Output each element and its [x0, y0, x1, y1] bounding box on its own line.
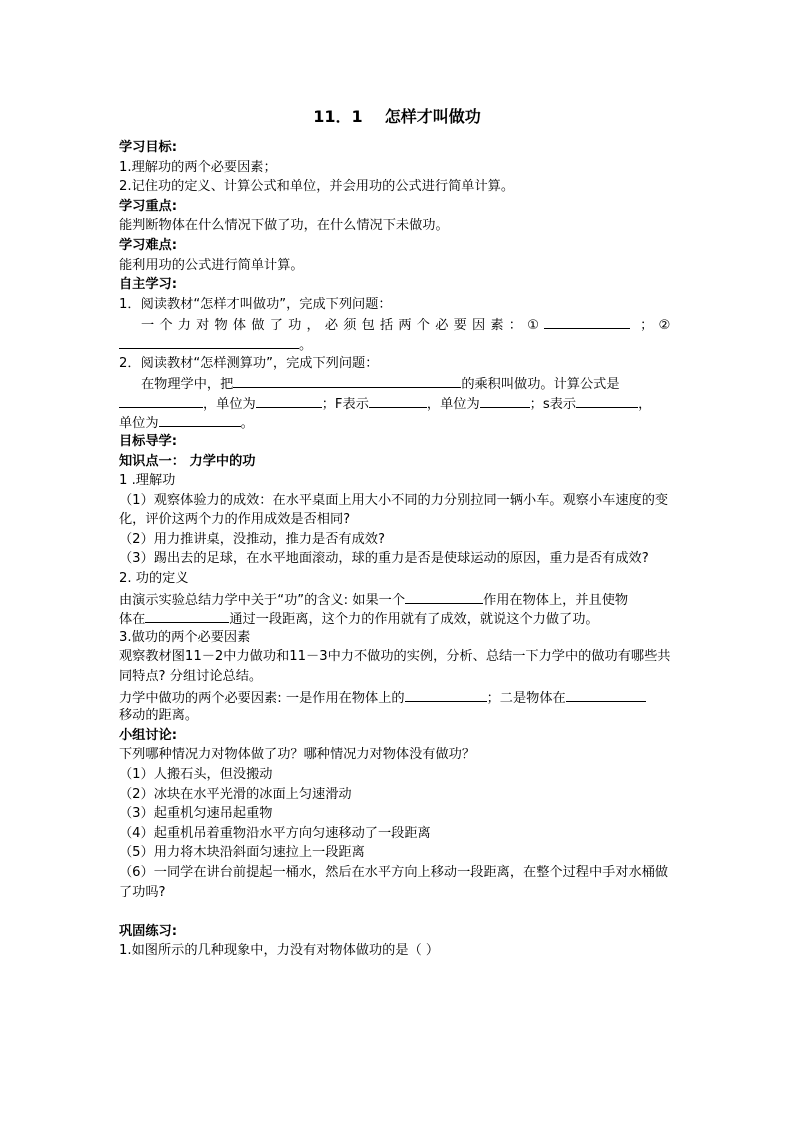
key-points-heading: 学习重点:	[119, 198, 178, 214]
blank-force[interactable]	[405, 589, 483, 604]
blank-factor-1[interactable]	[544, 314, 630, 329]
objective-item: 2.记住功的定义、计算公式和单位，并会用功的公式进行简单计算。	[119, 179, 515, 195]
blank-unit[interactable]	[256, 393, 322, 408]
subsection-3-line1	[119, 687, 675, 707]
subsection-3: 3.做功的两个必要因素	[119, 629, 251, 645]
discussion-question: 下列哪种情况力对物体做了功？哪种情况力对物体没有做功？	[119, 747, 476, 763]
discussion-item: （4）起重机吊着重物沿水平方向匀速移动了一段距离	[119, 825, 431, 841]
key-points-text: 能判断物体在什么情况下做了功，在什么情况下未做功。	[119, 218, 449, 234]
knowledge-point-1: 知识点一： 力学中的功	[119, 453, 256, 469]
blank-formula[interactable]	[119, 393, 203, 408]
self-study-q2-intro: 2．阅读教材“怎样测算功”，完成下列问题：	[119, 355, 379, 371]
q1-end: 。	[299, 337, 313, 353]
q2-unit-is: ，单位为	[203, 396, 256, 412]
subsection-1-item: （2）用力推讲桌，没推动，推力是否有成效?	[119, 531, 385, 547]
objective-item: 1.理解功的两个必要因素；	[119, 159, 277, 175]
self-study-q1-line	[119, 314, 675, 334]
discussion-heading: 小组讨论:	[119, 727, 178, 743]
blank-f-meaning[interactable]	[369, 393, 427, 408]
s2-text-d: 通过一段距离，这个力的作用就有了成效，就说这个力做了功。	[229, 612, 599, 628]
self-study-q2-line1	[119, 373, 675, 393]
discussion-item: （6）一同学在讲台前提起一桶水，然后在水平方向上移动一段距离，在整个过程中手对水桶做了功吗?	[119, 864, 669, 900]
discussion-item: （5）用力将木块沿斜面匀速拉上一段距离	[119, 845, 365, 861]
blank-work-product[interactable]	[233, 373, 461, 388]
section-number: 11．1	[313, 107, 363, 126]
q1-prompt: 一个力对物体做了功，必须包括两个必要因素：①	[141, 318, 545, 334]
difficulties-heading: 学习难点:	[119, 237, 178, 253]
objectives-heading: 学习目标:	[119, 140, 178, 155]
section-title: 怎样才叫做功	[384, 107, 481, 126]
subsection-1-item: （1）观察体验力的成效：在水平桌面上用大小不同的力分别拉同一辆小车。观察小车速度的变化，评价这两个力的作用成效是否相同?	[119, 492, 669, 528]
difficulties-text: 能利用功的公式进行简单计算。	[119, 257, 304, 273]
self-study-q1-line2	[119, 334, 675, 354]
q2-unit-label: 单位为	[119, 416, 159, 432]
blank-s-unit[interactable]	[159, 412, 241, 427]
q2-text-b: 的乘积叫做功。计算公式是	[461, 377, 620, 393]
self-study-heading: 自主学习:	[119, 277, 178, 293]
subsection-3-line2: 移动的距离。	[119, 708, 199, 724]
discussion-item: （1）人搬石头，但没搬动	[119, 767, 273, 782]
blank-f-unit[interactable]	[480, 393, 530, 408]
blank-s-meaning[interactable]	[576, 393, 638, 408]
discussion-item: （3）起重机匀速吊起重物	[119, 806, 273, 822]
q2-unit-is-2: ，单位为	[426, 396, 480, 412]
s2-text-c: 体在	[119, 612, 146, 628]
blank-factor-b[interactable]	[566, 687, 646, 702]
q2-f-means: ；F表示	[321, 396, 369, 412]
s3-text-a: 力学中做功的两个必要因素: 一是作用在物体上的	[119, 690, 405, 706]
self-study-q2-line3	[119, 412, 675, 432]
q1-mark-2: ；②	[640, 318, 676, 334]
worksheet	[119, 104, 675, 961]
s2-text-b: 作用在物体上，并且使物	[483, 592, 629, 608]
subsection-2-line2	[119, 608, 675, 628]
discussion-item: （2）冰块在水平光滑的冰面上匀速滑动	[119, 786, 352, 802]
q2-s-means: ；s表示	[529, 396, 577, 412]
subsection-2-line1	[119, 589, 675, 609]
subsection-1: 1 .理解功	[119, 473, 176, 489]
self-study-q2-line2: ，单位为 ；F表示 ，单位为 ；s表示 ，	[119, 393, 675, 413]
self-study-q1-intro: 1．阅读教材“怎样才叫做功”，完成下列问题：	[119, 296, 392, 312]
practice-heading: 巩固练习:	[119, 923, 178, 939]
blank-factor-a[interactable]	[405, 687, 487, 702]
blank-direction[interactable]	[145, 608, 229, 623]
guided-heading: 目标导学:	[119, 433, 178, 449]
practice-question-1: 1.如图所示的几种现象中，力没有对物体做功的是（ ）	[119, 943, 440, 959]
blank-factor-2[interactable]	[119, 334, 299, 349]
page-title	[119, 104, 675, 130]
subsection-3-text: 观察教材图11－2中力做功和11－3中力不做功的实例，分析、总结一下力学中的做功有哪些共同特点? 分组讨论总结。	[119, 649, 671, 685]
subsection-1-item: （3）踢出去的足球，在水平地面滚动，球的重力是否是使球运动的原因，重力是否有成效?	[119, 551, 649, 567]
q2-text-a: 在物理学中，把	[141, 377, 234, 393]
s2-text-a: 由演示实验总结力学中关于“功”的含义: 如果一个	[119, 592, 406, 608]
s3-text-b: ；二是物体在	[486, 690, 566, 706]
q2-end: 。	[240, 416, 254, 432]
subsection-2: 2. 功的定义	[119, 571, 189, 587]
